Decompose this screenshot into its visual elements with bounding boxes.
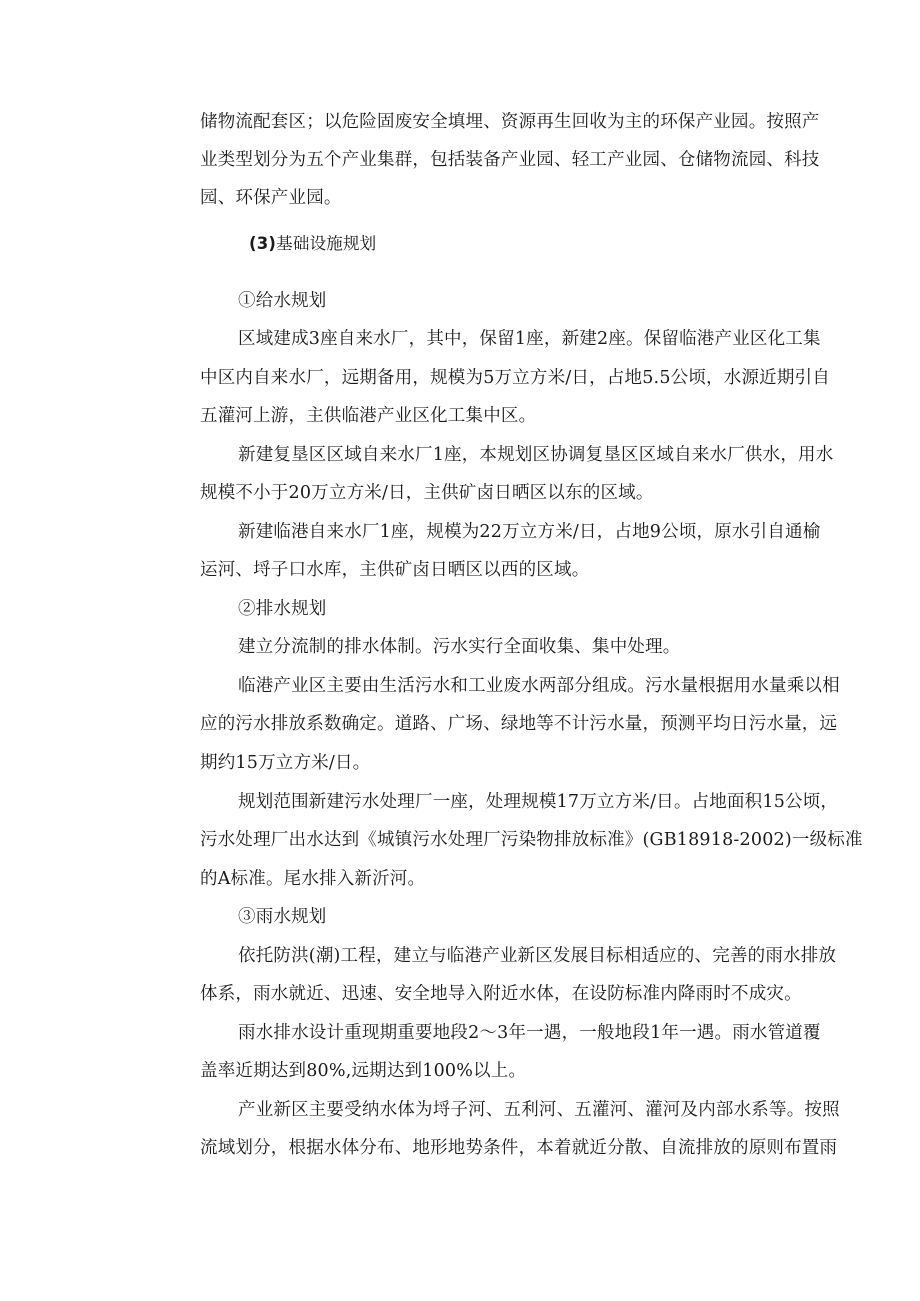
paragraph-line: 园、环保产业园。 [200, 188, 342, 208]
paragraph-line: 依托防洪(潮)工程，建立与临港产业新区发展目标相适应的、完善的雨水排放 [238, 946, 837, 966]
subsection-heading-rainwater: ③雨水规划 [238, 907, 327, 927]
paragraph-line: 污水处理厂出水达到《城镇污水处理厂污染物排放标准》(GB18918-2002)一级标准 [200, 830, 863, 850]
paragraph-line: 规划范围新建污水处理厂一座，处理规模17万立方米/日。占地面积15公顷， [238, 792, 839, 812]
paragraph-line: 区域建成3座自来水厂，其中，保留1座，新建2座。保留临港产业区化工集 [238, 329, 821, 349]
paragraph-line: 业类型划分为五个产业集群，包括装备产业园、轻工产业园、仓储物流园、科技 [200, 150, 820, 170]
paragraph-line: 新建临港自来水厂1座，规模为22万立方米/日，占地9公顷，原水引自通榆 [238, 522, 821, 542]
section-number: (3) [249, 234, 277, 253]
section-heading [249, 229, 869, 259]
paragraph-line: 临港产业区主要由生活污水和工业废水两部分组成。污水量根据用水量乘以相 [238, 676, 840, 696]
paragraph-line: 新建复垦区区域自来水厂1座，本规划区协调复垦区区域自来水厂供水，用水 [238, 445, 834, 465]
paragraph-line: 的A标准。尾水排入新沂河。 [200, 869, 426, 889]
paragraph-line: 五灌河上游，主供临港产业区化工集中区。 [200, 406, 537, 426]
paragraph-line: 雨水排水设计重现期重要地段2～3年一遇，一般地段1年一遇。雨水管道覆 [238, 1023, 821, 1043]
subsection-heading-water-supply: ①给水规划 [238, 291, 327, 311]
paragraph-line: 应的污水排放系数确定。道路、广场、绿地等不计污水量，预测平均日污水量，远 [200, 714, 838, 734]
subsection-heading-drainage: ②排水规划 [238, 599, 327, 619]
paragraph-line: 流域划分，根据水体分布、地形地势条件，本着就近分散、自流排放的原则布置雨 [200, 1138, 838, 1158]
paragraph-line: 体系，雨水就近、迅速、安全地导入附近水体，在设防标准内降雨时不成灾。 [200, 984, 802, 1004]
paragraph-line: 产业新区主要受纳水体为埒子河、五利河、五灌河、灌河及内部水系等。按照 [238, 1100, 840, 1120]
paragraph-line: 期约15万立方米/日。 [200, 753, 371, 773]
paragraph-line: 建立分流制的排水体制。污水实行全面收集、集中处理。 [238, 637, 681, 657]
paragraph-line: 储物流配套区；以危险固废安全填埋、资源再生回收为主的环保产业园。按照产 [200, 112, 820, 132]
paragraph-line: 中区内自来水厂，远期备用，规模为5万立方米/日，占地5.5公顷，水源近期引自 [200, 368, 830, 388]
paragraph-line: 盖率近期达到80%,远期达到100%以上。 [200, 1061, 527, 1081]
paragraph-line: 规模不小于20万立方米/日，主供矿卤日晒区以东的区域。 [200, 483, 654, 503]
section-title: 基础设施规划 [276, 234, 377, 253]
paragraph-line: 运河、埒子口水库，主供矿卤日晒区以西的区域。 [200, 560, 590, 580]
